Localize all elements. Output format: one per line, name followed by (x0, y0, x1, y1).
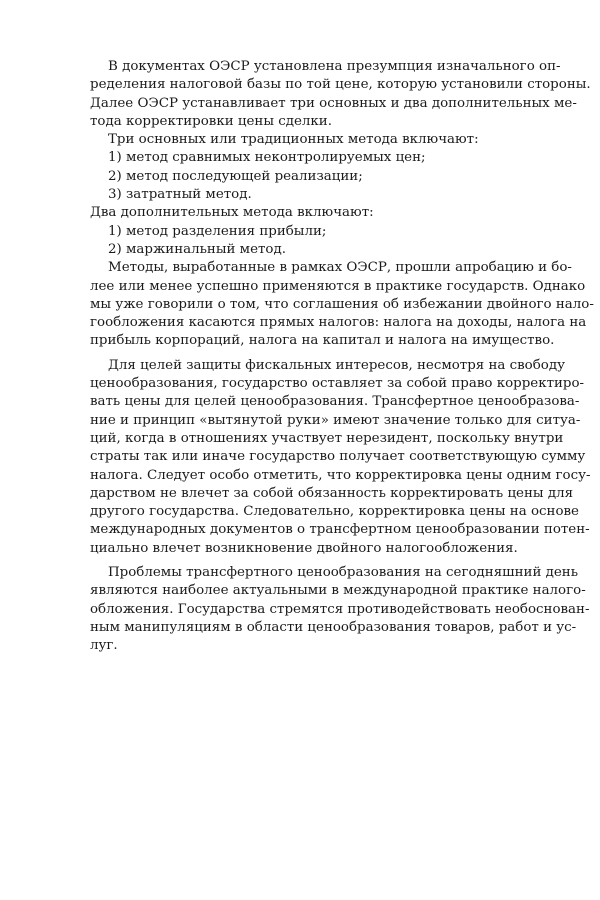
text-line: 1) метод разделения прибыли; (108, 223, 327, 239)
text-line: ние и принцип «вытянутой руки» имеют значение только для ситуа- (90, 412, 581, 428)
text-line: ным манипуляциям в области ценообразования товаров, работ и ус- (90, 619, 577, 635)
text-line: дарством не влечет за собой обязанность корректировать цены для (90, 485, 574, 501)
text-line: страты так или иначе государство получает соответствующую сумму (90, 449, 586, 465)
text-line: налога. Следует особо отметить, что корректировка цены одним госу- (90, 467, 591, 483)
text-line: В документах ОЭСР установлена презумпция изначального оп- (108, 59, 561, 74)
text-line: ределения налоговой базы по той цене, которую установили стороны. (90, 77, 591, 93)
text-line: международных документов о трансфертном ценообразовании потен- (90, 522, 590, 538)
text-line: тода корректировки цены сделки. (90, 113, 332, 129)
text-line: другого государства. Следовательно, корректировка цены на основе (90, 504, 579, 520)
paragraph (90, 357, 591, 558)
text-line: гообложения касаются прямых налогов: налога на доходы, налога на (90, 315, 587, 331)
text-line: ценообразования, государство оставляет за собой право корректиро- (90, 376, 585, 392)
paragraph (90, 58, 591, 131)
text-line: Проблемы трансфертного ценообразования на сегодняшний день (108, 565, 579, 581)
paragraph (90, 259, 594, 350)
body-text (90, 58, 594, 656)
text-line: ций, когда в отношениях участвует нерезидент, поскольку внутри (90, 430, 564, 446)
text-line: 2) маржинальный метод. (108, 241, 286, 257)
paragraph (90, 204, 510, 259)
text-line: Три основных или традиционных метода включают: (108, 132, 479, 148)
text-line: 2) метод последующей реализации; (108, 168, 363, 184)
text-line: прибыль корпораций, налога на капитал и налога на имущество. (90, 333, 555, 349)
text-line: циально влечет возникновение двойного налогообложения. (90, 540, 518, 556)
text-line: Далее ОЭСР устанавливает три основных и два дополнительных ме- (90, 95, 577, 111)
text-line: Два дополнительных метода включают: (90, 205, 374, 221)
text-line: обложения. Государства стремятся противодействовать необоснован- (90, 601, 590, 617)
text-line: являются наиболее актуальными в международной практике налого- (90, 583, 586, 599)
text-line: 1) метод сравнимых неконтролируемых цен; (108, 150, 426, 166)
paragraph (90, 131, 510, 204)
text-line: мы уже говорили о том, что соглашения об избежании двойного нало- (90, 296, 594, 312)
text-line: вать цены для целей ценообразования. Трансфертное ценообразова- (90, 394, 580, 410)
text-line: Методы, выработанные в рамках ОЭСР, прошли апробацию и бо- (108, 260, 572, 276)
text-line: Для целей защиты фискальных интересов, несмотря на свободу (108, 357, 565, 373)
text-line: луг. (90, 638, 118, 654)
text-line: лее или менее успешно применяются в практике государств. Однако (90, 278, 586, 294)
text-line: 3) затратный метод. (108, 187, 252, 203)
paragraph (90, 564, 590, 655)
